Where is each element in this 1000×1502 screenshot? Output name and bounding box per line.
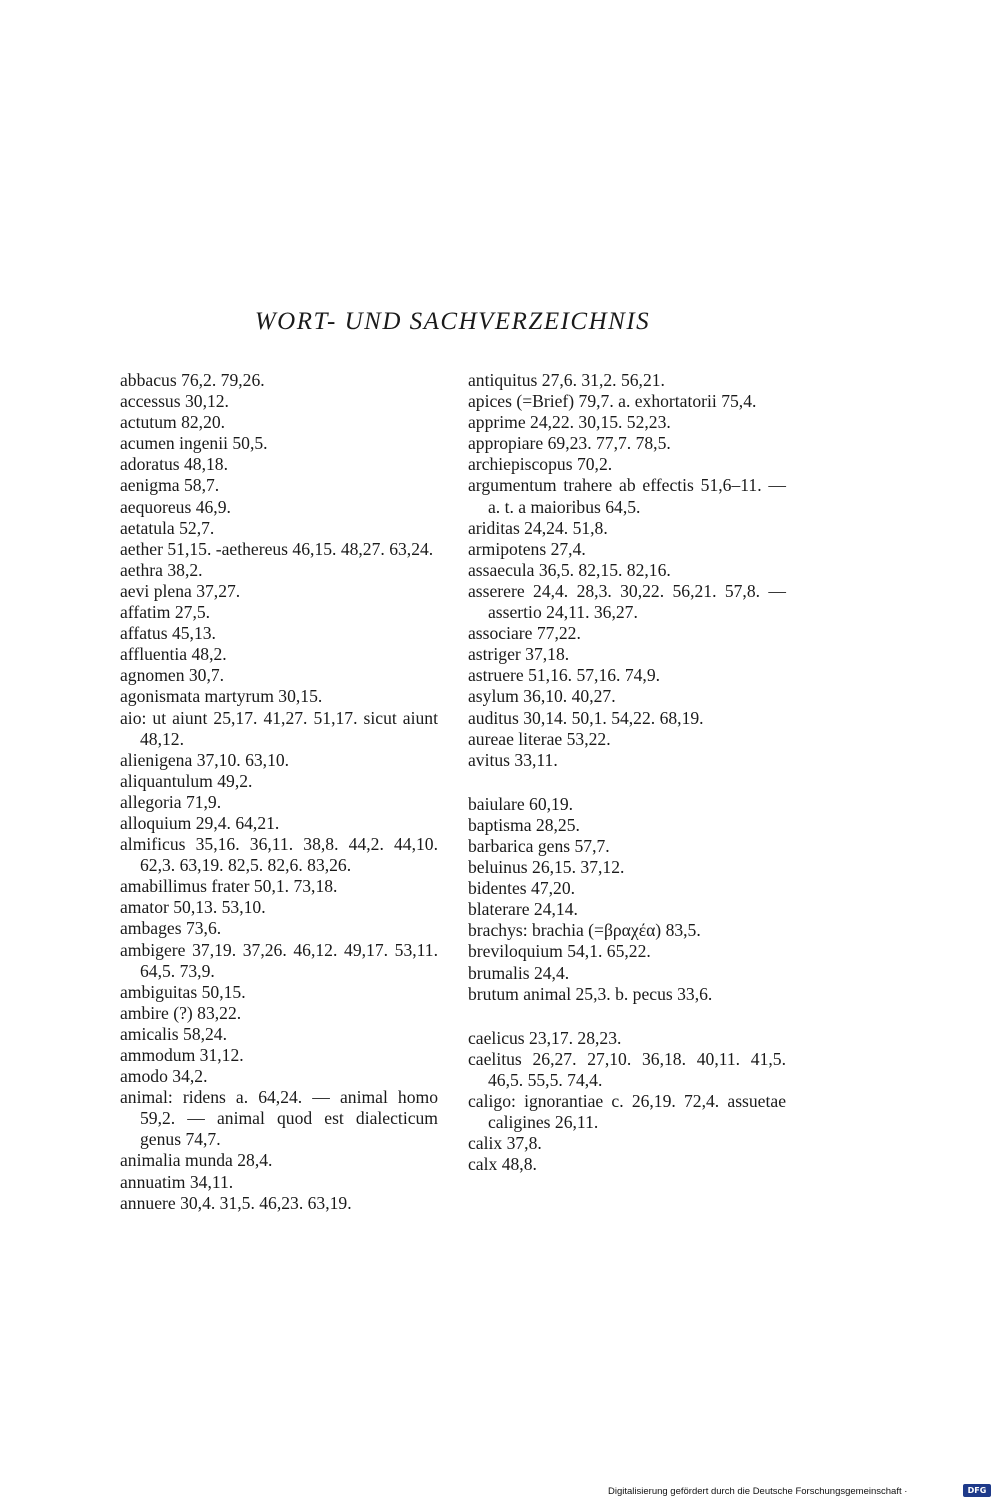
section-gap xyxy=(468,1005,786,1028)
index-entry: ammodum 31,12. xyxy=(120,1045,244,1065)
page-title: WORT- UND SACHVERZEICHNIS xyxy=(254,308,651,335)
index-entry: affluentia 48,2. xyxy=(120,644,227,665)
index-entry: allegoria 71,9. xyxy=(120,791,222,812)
index-entry: blaterare 24,14. xyxy=(468,899,578,920)
digitization-credit: Digitalisierung gefördert durch die Deutsche Forschungsgemeinschaft · xyxy=(608,1486,908,1497)
index-entry: brumalis 24,4. xyxy=(468,962,570,983)
index-entry: ambire (?) 83,22. xyxy=(120,1002,242,1023)
index-entry: caligo: ignorantiae c. 26,19. 72,4. assuetae caligines 26,11. xyxy=(468,1091,786,1133)
index-entry: auditus 30,14. 50,1. 54,22. 68,19. xyxy=(468,707,704,728)
index-entry: aequoreus 46,9. xyxy=(120,496,231,517)
index-entry: bidentes 47,20. xyxy=(468,878,576,899)
index-entry: actutum 82,20. xyxy=(120,412,226,433)
index-entry: apices (=Brief) 79,7. a. exhortatorii 75,4. xyxy=(468,391,757,412)
index-column-right xyxy=(468,370,786,1175)
index-entry: aetatula 52,7. xyxy=(120,517,215,538)
index-entry: affatus 45,13. xyxy=(120,623,216,644)
index-entry: amator 50,13. 53,10. xyxy=(120,897,266,918)
index-entry: ambages 73,6. xyxy=(120,918,222,939)
index-entry: alienigena 37,10. 63,10. xyxy=(120,749,290,770)
index-entry: beluinus 26,15. 37,12. xyxy=(468,857,625,878)
index-entry: annuatim 34,11. xyxy=(120,1171,234,1192)
index-entry: agonismata martyrum 30,15. xyxy=(120,686,323,707)
index-entry: antiquitus 27,6. 31,2. 56,21. xyxy=(468,370,665,390)
index-entry: archiepiscopus 70,2. xyxy=(468,454,613,475)
index-entry: animalia munda 28,4. xyxy=(120,1150,273,1171)
index-entry: apprime 24,22. 30,15. 52,23. xyxy=(468,412,671,433)
index-entry: annuere 30,4. 31,5. 46,23. 63,19. xyxy=(120,1192,352,1213)
index-entry: asserere 24,4. 28,3. 30,22. 56,21. 57,8. — assertio 24,11. 36,27. xyxy=(468,580,786,623)
index-entry: accessus 30,12. xyxy=(120,391,229,412)
index-entry: baptisma 28,25. xyxy=(468,814,580,835)
index-entry: aether 51,15. -aethereus 46,15. 48,27. 63,24. xyxy=(120,538,434,559)
index-entry: armipotens 27,4. xyxy=(468,538,586,559)
index-entry: astruere 51,16. 57,16. 74,9. xyxy=(468,665,661,686)
index-entry: agnomen 30,7. xyxy=(120,665,225,686)
index-entry: abbacus 76,2. 79,26. xyxy=(120,370,265,390)
index-entry: ambiguitas 50,15. xyxy=(120,981,246,1002)
index-entry: aio: ut aiunt 25,17. 41,27. 51,17. sicut aiunt 48,12. xyxy=(120,707,438,749)
index-entry: amodo 34,2. xyxy=(120,1066,208,1087)
index-entry: acumen ingenii 50,5. xyxy=(120,433,268,454)
index-entry: assaecula 36,5. 82,15. 82,16. xyxy=(468,559,671,580)
index-entry: aethra 38,2. xyxy=(120,559,203,580)
index-entry: aliquantulum 49,2. xyxy=(120,770,253,791)
index-entry: associare 77,22. xyxy=(468,623,581,644)
index-column-left xyxy=(120,370,438,1214)
index-entry: animal: ridens a. 64,24. — animal homo 59,2. — animal quod est dialecticum genus 74,7. xyxy=(120,1087,438,1150)
index-entry: amabillimus frater 50,1. 73,18. xyxy=(120,876,338,897)
index-entry: breviloquium 54,1. 65,22. xyxy=(468,941,651,962)
index-entry: asylum 36,10. 40,27. xyxy=(468,686,616,707)
index-entry: aenigma 58,7. xyxy=(120,475,220,496)
index-entry: calx 48,8. xyxy=(468,1154,537,1175)
index-entry: barbarica gens 57,7. xyxy=(468,835,610,856)
index-entry: ariditas 24,24. 51,8. xyxy=(468,517,608,538)
index-entry: affatim 27,5. xyxy=(120,602,211,623)
section-gap xyxy=(468,771,786,794)
index-entry: amicalis 58,24. xyxy=(120,1023,228,1044)
index-entry: calix 37,8. xyxy=(468,1133,542,1154)
index-entry: aevi plena 37,27. xyxy=(120,580,241,601)
index-entry: argumentum trahere ab effectis 51,6–11. — a. t. a maioribus 64,5. xyxy=(468,475,786,517)
index-entry: alloquium 29,4. 64,21. xyxy=(120,812,280,833)
index-entry: avitus 33,11. xyxy=(468,749,558,770)
index-entry: brachys: brachia (=βραχέα) 83,5. xyxy=(468,920,701,941)
index-entry: ambigere 37,19. 37,26. 46,12. 49,17. 53,11. 64,5. 73,9. xyxy=(120,939,438,981)
dfg-logo: DFG xyxy=(963,1484,991,1497)
index-entry: brutum animal 25,3. b. pecus 33,6. xyxy=(468,983,713,1004)
index-entry: caelicus 23,17. 28,23. xyxy=(468,1027,622,1048)
index-entry: caelitus 26,27. 27,10. 36,18. 40,11. 41,5. 46,5. 55,5. 74,4. xyxy=(468,1048,786,1090)
index-entry: baiulare 60,19. xyxy=(468,793,574,814)
index-entry: almificus 35,16. 36,11. 38,8. 44,2. 44,10. 62,3. 63,19. 82,5. 82,6. 83,26. xyxy=(120,834,438,876)
index-entry: adoratus 48,18. xyxy=(120,454,228,475)
index-entry: astriger 37,18. xyxy=(468,644,570,665)
index-entry: aureae literae 53,22. xyxy=(468,728,611,749)
index-entry: appropiare 69,23. 77,7. 78,5. xyxy=(468,433,671,454)
